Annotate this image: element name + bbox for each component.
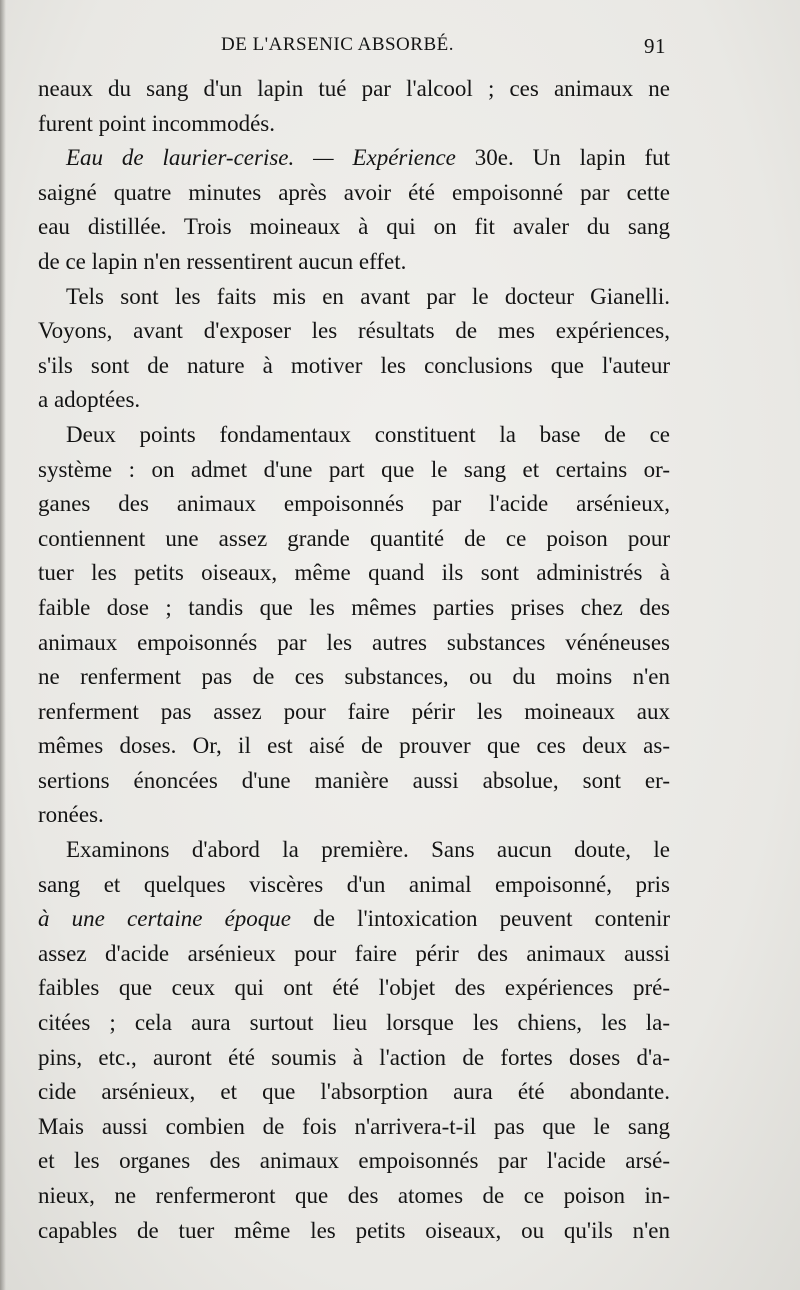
text-line: ne renferment pas de ces substances, ou du moins n'en	[38, 664, 670, 690]
text-line: nieux, ne renfermeront que des atomes de ce poison in-	[38, 1183, 670, 1208]
text-line: a adoptées.	[38, 387, 141, 413]
text-line: système : on admet d'une part que le sang et certains or-	[38, 456, 670, 482]
text-line: contiennent une assez grande quantité de ce poison pour	[38, 525, 670, 551]
text-line: sertions énoncées d'une manière aussi absolue, sont er-	[38, 767, 670, 793]
text-line: Mais aussi combien de fois n'arrivera-t-il pas que le sang	[38, 1113, 670, 1139]
text-line	[38, 902, 670, 937]
text-line: Voyons, avant d'exposer les résultats de mes expériences,	[38, 318, 670, 344]
text-line: furent point incommodés.	[38, 110, 275, 136]
text-line: et les organes des animaux empoisonnés par l'acide arsé-	[38, 1148, 670, 1174]
text-line: renferment pas assez pour faire périr les moineaux aux	[38, 698, 670, 724]
text-line: assez d'acide arsénieux pour faire périr des animaux aussi	[38, 940, 670, 966]
text-line: ronées.	[38, 802, 104, 828]
text-line: cide arsénieux, et que l'absorption aura été abondante.	[38, 1079, 670, 1105]
text-line	[38, 141, 670, 176]
text-line: de ce lapin n'en ressentirent aucun effet.	[38, 248, 407, 274]
text-line: Tels sont les faits mis en avant par le docteur Gianelli.	[66, 283, 670, 309]
text-line: capables de tuer même les petits oiseaux, ou qu'ils n'en	[38, 1217, 670, 1243]
page-number: 91	[644, 34, 666, 58]
text-line: animaux empoisonnés par les autres substances vénéneuses	[38, 629, 670, 655]
text-line: eau distillée. Trois moineaux à qui on fit avaler du sang	[38, 214, 670, 240]
text-line: mêmes doses. Or, il est aisé de prouver que ces deux as-	[38, 733, 670, 759]
page-edge-shadow	[0, 0, 6, 1290]
italic-phrase: à une certaine époque	[38, 906, 292, 932]
text-line: ganes des animaux empoisonnés par l'acide arsénieux,	[38, 491, 670, 517]
text-line: faible dose ; tandis que les mêmes parties prises chez des	[38, 594, 670, 620]
text-line: faibles que ceux qui ont été l'objet des expériences pré-	[38, 975, 670, 1001]
line-text: de l'intoxication peuvent contenir	[291, 906, 670, 932]
text-line: tuer les petits oiseaux, même quand ils sont administrés à	[38, 560, 670, 586]
line-text: 30e. Un lapin fut	[455, 145, 670, 171]
text-line: Deux points fondamentaux constituent la base de ce	[66, 421, 670, 447]
running-title: DE L'ARSENIC ABSORBÉ.	[221, 34, 454, 55]
text-line: citées ; cela aura surtout lieu lorsque les chiens, les la-	[38, 1010, 670, 1036]
italic-heading: Eau de laurier-cerise. — Expérience	[66, 145, 456, 171]
text-line: pins, etc., auront été soumis à l'action de fortes doses d'a-	[38, 1044, 670, 1070]
running-head	[40, 34, 670, 64]
body-text	[38, 72, 670, 1248]
text-line: sang et quelques viscères d'un animal empoisonné, pris	[38, 871, 670, 897]
text-line: s'ils sont de nature à motiver les conclusions que l'auteur	[38, 352, 670, 378]
text-line: neaux du sang d'un lapin tué par l'alcool ; ces animaux ne	[38, 76, 670, 101]
text-line: Examinons d'abord la première. Sans aucun doute, le	[66, 837, 670, 863]
text-line: saigné quatre minutes après avoir été empoisonné par cette	[38, 179, 670, 205]
